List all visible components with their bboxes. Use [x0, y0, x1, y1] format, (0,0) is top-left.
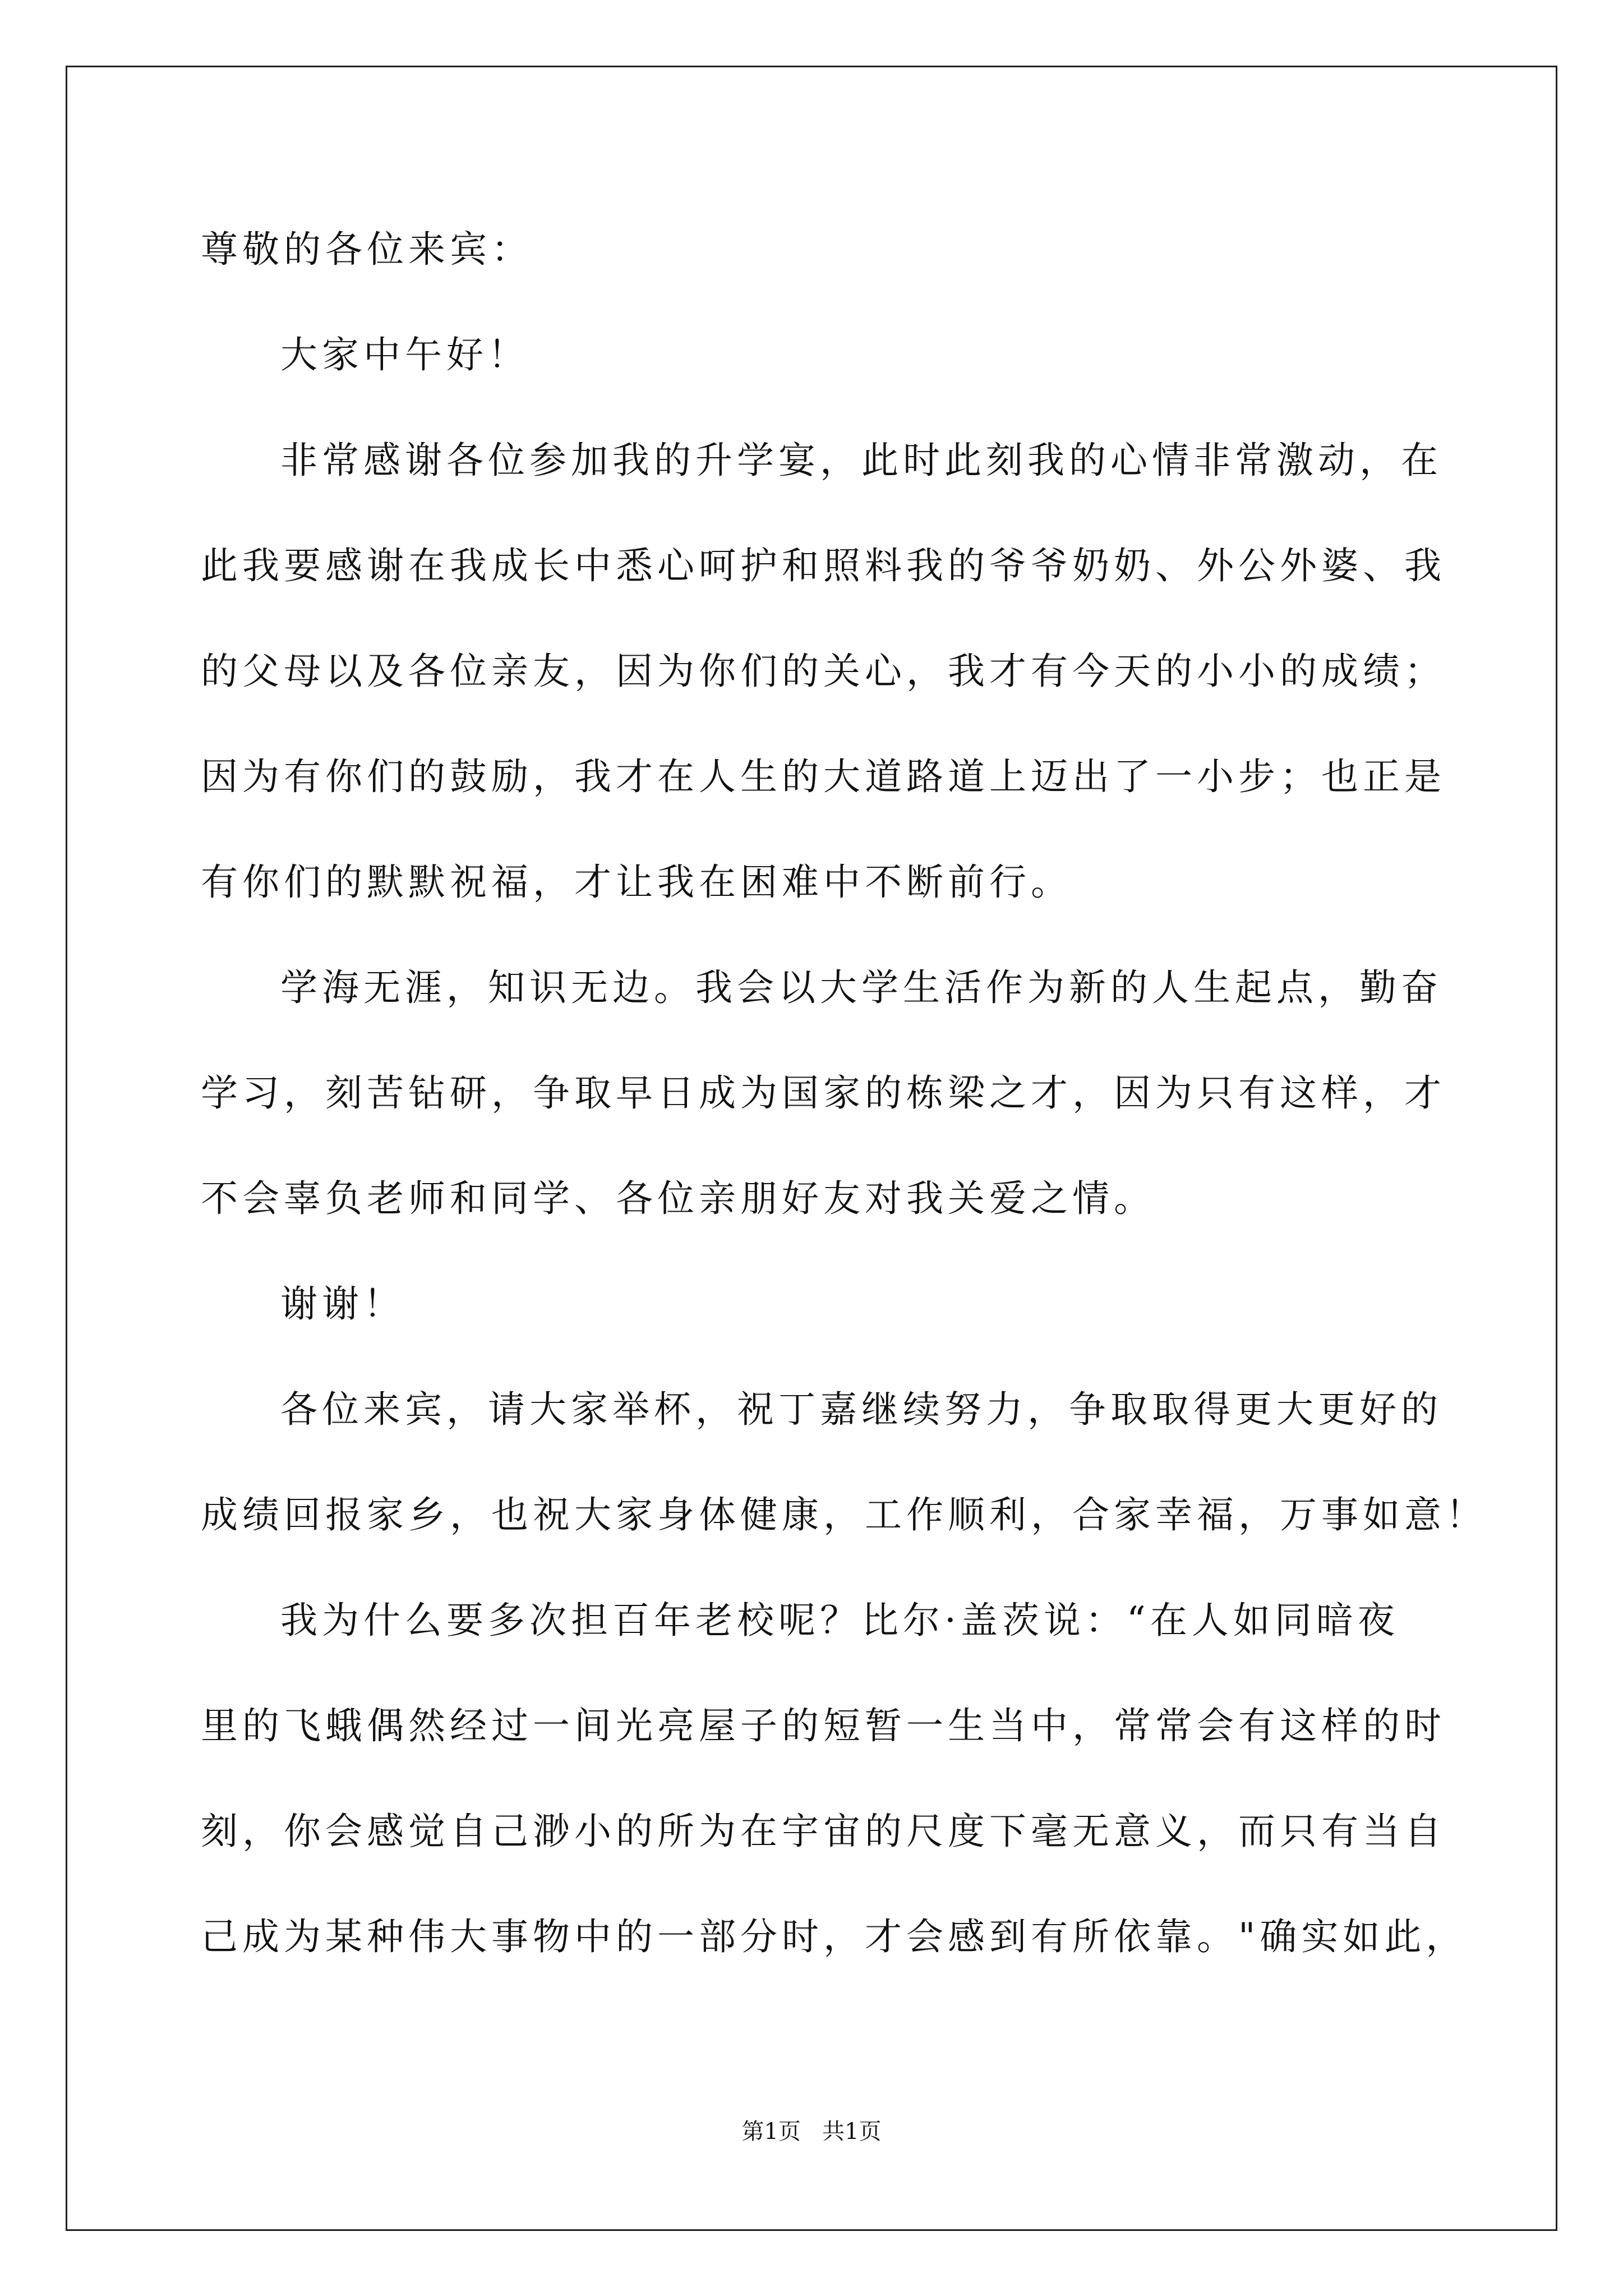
- text-line: 己成为某种伟大事物中的一部分时，才会感到有所依靠。"确实如此，: [201, 1915, 1468, 1958]
- text-line: 有你们的默默祝福，才让我在困难中不断前行。: [201, 861, 1072, 904]
- text-line: 刻，你会感觉自己渺小的所为在宇宙的尺度下毫无意义，而只有当自: [201, 1810, 1446, 1853]
- document-body: [201, 216, 1487, 2009]
- text-line: 谢谢！: [280, 1282, 405, 1326]
- text-line: 因为有你们的鼓励，我才在人生的大道路道上迈出了一小步；也正是: [201, 755, 1446, 798]
- text-line: 大家中午好！: [280, 333, 529, 376]
- text-line: 学海无涯，知识无边。我会以大学生活作为新的人生起点，勤奋: [280, 966, 1442, 1009]
- text-line: 各位来宾，请大家举杯，祝丁嘉继续努力，争取取得更大更好的: [280, 1388, 1442, 1431]
- page-number-footer: 第1页 共1页: [741, 2119, 882, 2145]
- text-line: 不会辜负老师和同学、各位亲朋好友对我关爱之情。: [201, 1177, 1155, 1220]
- text-line: 学习，刻苦钻研，争取早日成为国家的栋梁之才，因为只有这样，才: [201, 1071, 1446, 1115]
- text-line-salutation: 尊敬的各位来宾：: [201, 228, 533, 271]
- text-line: 里的飞蛾偶然经过一间光亮屋子的短暂一生当中，常常会有这样的时: [201, 1704, 1446, 1747]
- text-line: 我为什么要多次担百年老校呢？比尔·盖茨说：“在人如同暗夜: [280, 1599, 1399, 1642]
- text-line: 非常感谢各位参加我的升学宴，此时此刻我的心情非常激动，在: [280, 439, 1442, 482]
- text-line: 此我要感谢在我成长中悉心呵护和照料我的爷爷奶奶、外公外婆、我: [201, 544, 1446, 587]
- text-line: 成绩回报家乡，也祝大家身体健康，工作顺利，合家幸福，万事如意！: [201, 1493, 1487, 1536]
- text-line: 的父母以及各位亲友，因为你们的关心，我才有今天的小小的成绩；: [201, 650, 1446, 693]
